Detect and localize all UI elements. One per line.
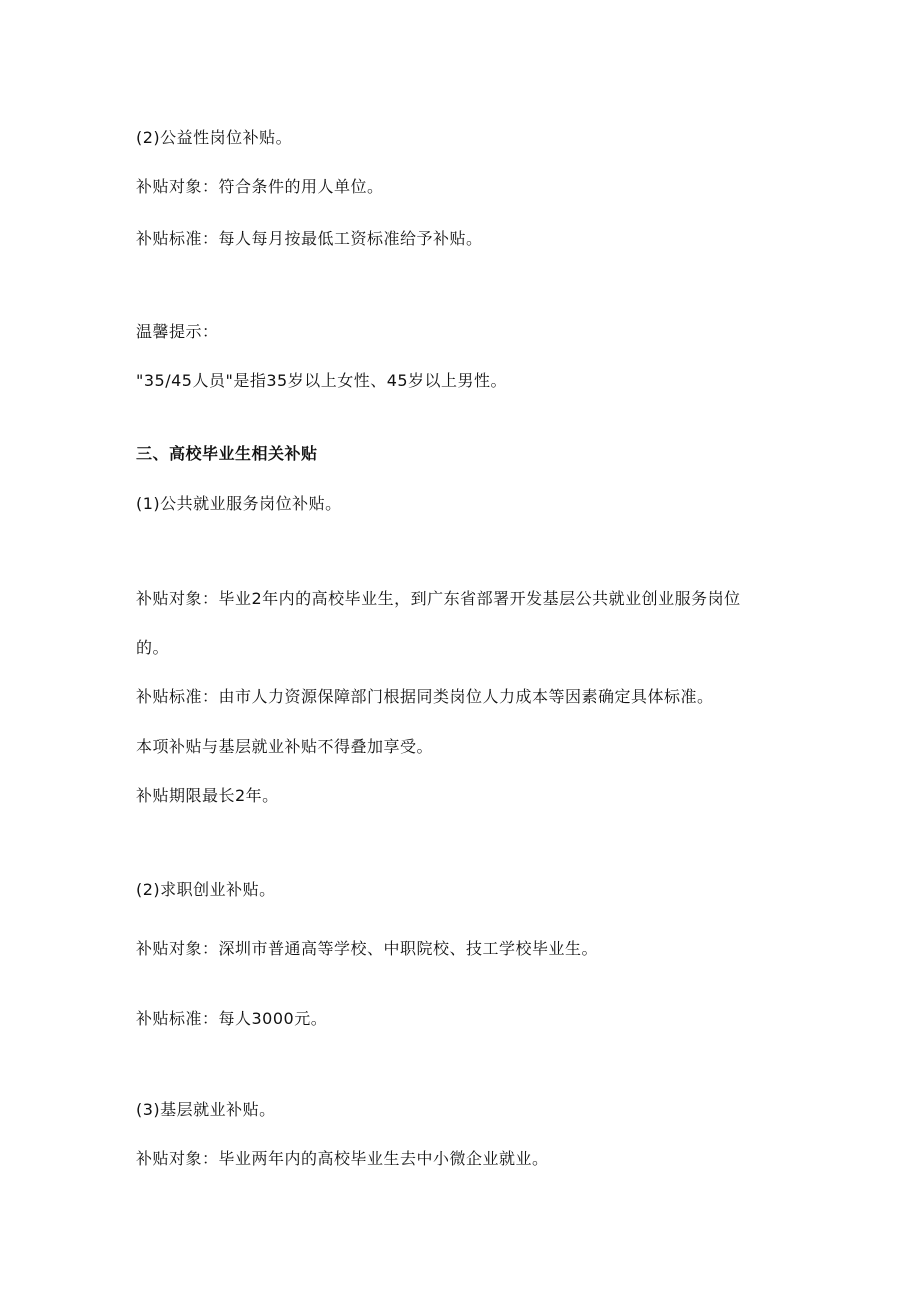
item-period-max: 补贴期限最长2年。 xyxy=(136,786,279,805)
item-target-grassroots-employment-subsidy: 补贴对象：毕业两年内的高校毕业生去中小微企业就业。 xyxy=(136,1149,549,1168)
item-standard-public-welfare-subsidy: 补贴标准：每人每月按最低工资标准给予补贴。 xyxy=(136,229,483,248)
item-standard-job-seeking-subsidy: 补贴标准：每人3000元。 xyxy=(136,1009,328,1028)
item-title-public-employment-service-subsidy: (1)公共就业服务岗位补贴。 xyxy=(136,494,342,513)
item-target-public-employment-service-subsidy-line2: 的。 xyxy=(136,638,170,657)
tip-text: "35/45人员"是指35岁以上女性、45岁以上男性。 xyxy=(136,371,508,390)
item-target-public-employment-service-subsidy-line1: 补贴对象：毕业2年内的高校毕业生，到广东省部署开发基层公共就业创业服务岗位 xyxy=(136,589,741,608)
item-title-grassroots-employment-subsidy: (3)基层就业补贴。 xyxy=(136,1100,276,1119)
item-title-job-seeking-subsidy: (2)求职创业补贴。 xyxy=(136,880,276,899)
section-heading-graduate-subsidies: 三、高校毕业生相关补贴 xyxy=(136,444,318,463)
item-title-public-welfare-subsidy: (2)公益性岗位补贴。 xyxy=(136,128,293,147)
item-note-no-stacking: 本项补贴与基层就业补贴不得叠加享受。 xyxy=(136,737,434,756)
tip-label: 温馨提示： xyxy=(136,322,219,341)
item-target-public-welfare-subsidy: 补贴对象：符合条件的用人单位。 xyxy=(136,177,384,196)
item-target-job-seeking-subsidy: 补贴对象：深圳市普通高等学校、中职院校、技工学校毕业生。 xyxy=(136,939,599,958)
item-standard-public-employment-service-subsidy: 补贴标准：由市人力资源保障部门根据同类岗位人力成本等因素确定具体标准。 xyxy=(136,687,714,706)
